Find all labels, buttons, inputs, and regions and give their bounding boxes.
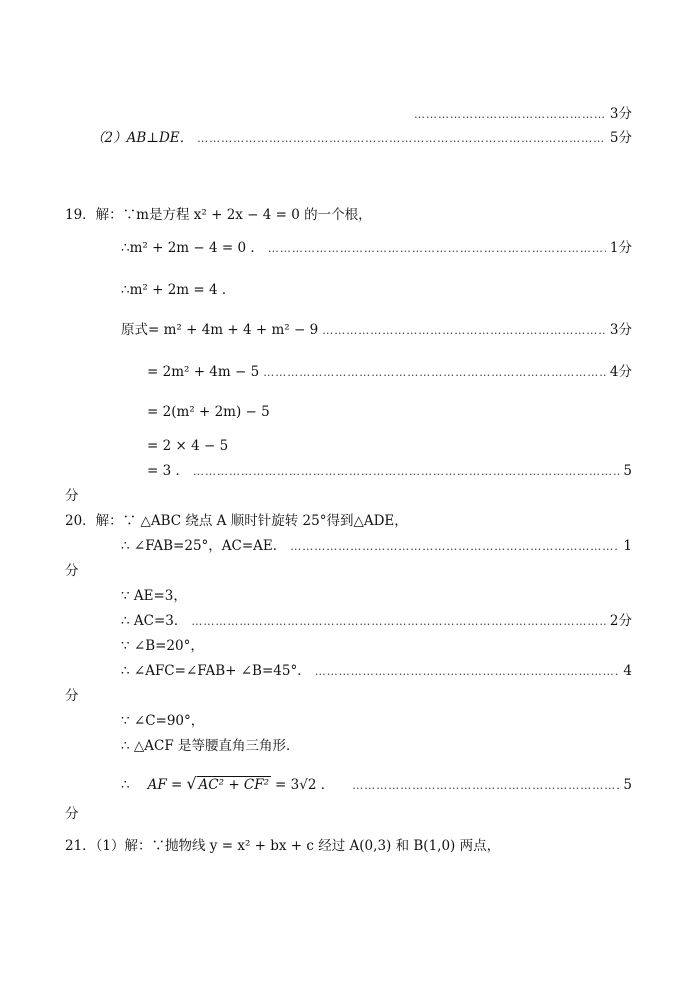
solution-line-4 xyxy=(121,238,632,258)
solution-line-16 xyxy=(121,611,632,631)
leader-dots xyxy=(290,537,619,557)
score-unit: 分 xyxy=(65,488,79,504)
step-text: ∴ ∠FAB=25°，AC=AE． xyxy=(121,538,287,554)
step-text: = 2m² + 4m − 5 xyxy=(147,364,260,380)
problem-20-heading: 20．解：∵ △ABC 绕点 A 顺时针旋转 25°得到△ADE， xyxy=(65,513,408,529)
step-text: ∴ AC=3． xyxy=(121,613,188,629)
equation-rhs: = 3√2 ． xyxy=(275,777,335,793)
solution-line-13 xyxy=(121,536,632,556)
therefore-symbol: ∴ xyxy=(121,777,130,793)
step-text: 原式= m² + 4m + 4 + m² − 9 xyxy=(121,322,319,338)
leader-dots xyxy=(322,321,606,341)
problem-21-heading: 21．（1）解：∵抛物线 y = x² + bx + c 经过 A(0,3) 和 B(1,0) 两点， xyxy=(65,838,501,854)
radicand: AC² + CF² xyxy=(198,777,270,793)
score-line-1 xyxy=(410,104,632,124)
solution-line-20: ∵ ∠C=90°， xyxy=(121,713,205,729)
solution-line-17: ∵ ∠B=20°， xyxy=(121,638,204,654)
score: 1分 xyxy=(609,240,632,256)
solution-line-9: = 2 × 4 − 5 xyxy=(147,438,229,454)
leader-dots xyxy=(193,462,619,482)
solution-line-7 xyxy=(147,362,632,382)
leader-dots xyxy=(263,363,606,383)
score: 3分 xyxy=(609,106,632,122)
solution-line-22 xyxy=(121,772,632,796)
leader-dots xyxy=(315,662,620,682)
leader-dots xyxy=(191,612,606,632)
score: 4 xyxy=(623,663,632,679)
leader-dots xyxy=(268,239,606,259)
solution-line-15: ∵ AE=3， xyxy=(121,588,187,604)
leader-dots xyxy=(414,105,606,125)
solution-line-10 xyxy=(147,461,632,481)
score-unit: 分 xyxy=(65,563,79,579)
score: 2分 xyxy=(609,613,632,629)
solution-line-8: = 2(m² + 2m) − 5 xyxy=(147,404,270,420)
step-text: ∴m² + 2m − 4 = 0 ． xyxy=(121,240,264,256)
step-text: ∴ ∠AFC=∠FAB+ ∠B=45°． xyxy=(121,663,311,679)
score-unit: 分 xyxy=(65,806,79,822)
score: 5 xyxy=(623,463,632,479)
score: 4分 xyxy=(609,364,632,380)
solution-line-21: ∴ △ACF 是等腰直角三角形． xyxy=(121,738,300,754)
solution-line-18 xyxy=(121,661,632,681)
leader-dots xyxy=(197,129,606,149)
solution-line-5: ∴m² + 2m = 4 ． xyxy=(121,282,236,298)
step-text: （2）AB⊥DE． xyxy=(91,130,194,146)
score: 1 xyxy=(623,538,632,554)
score: 5分 xyxy=(609,130,632,146)
step-text: = 3 ． xyxy=(147,463,189,479)
solution-line-2 xyxy=(91,128,632,148)
solution-line-6 xyxy=(121,320,632,340)
score: 5 xyxy=(623,777,632,793)
problem-19-heading: 19．解：∵m是方程 x² + 2x − 4 = 0 的一个根， xyxy=(65,207,372,223)
score-unit: 分 xyxy=(65,688,79,704)
leader-dots xyxy=(352,774,619,798)
sqrt-icon: √ xyxy=(186,774,197,793)
equation-lhs: AF = xyxy=(147,777,183,793)
score: 3分 xyxy=(609,322,632,338)
